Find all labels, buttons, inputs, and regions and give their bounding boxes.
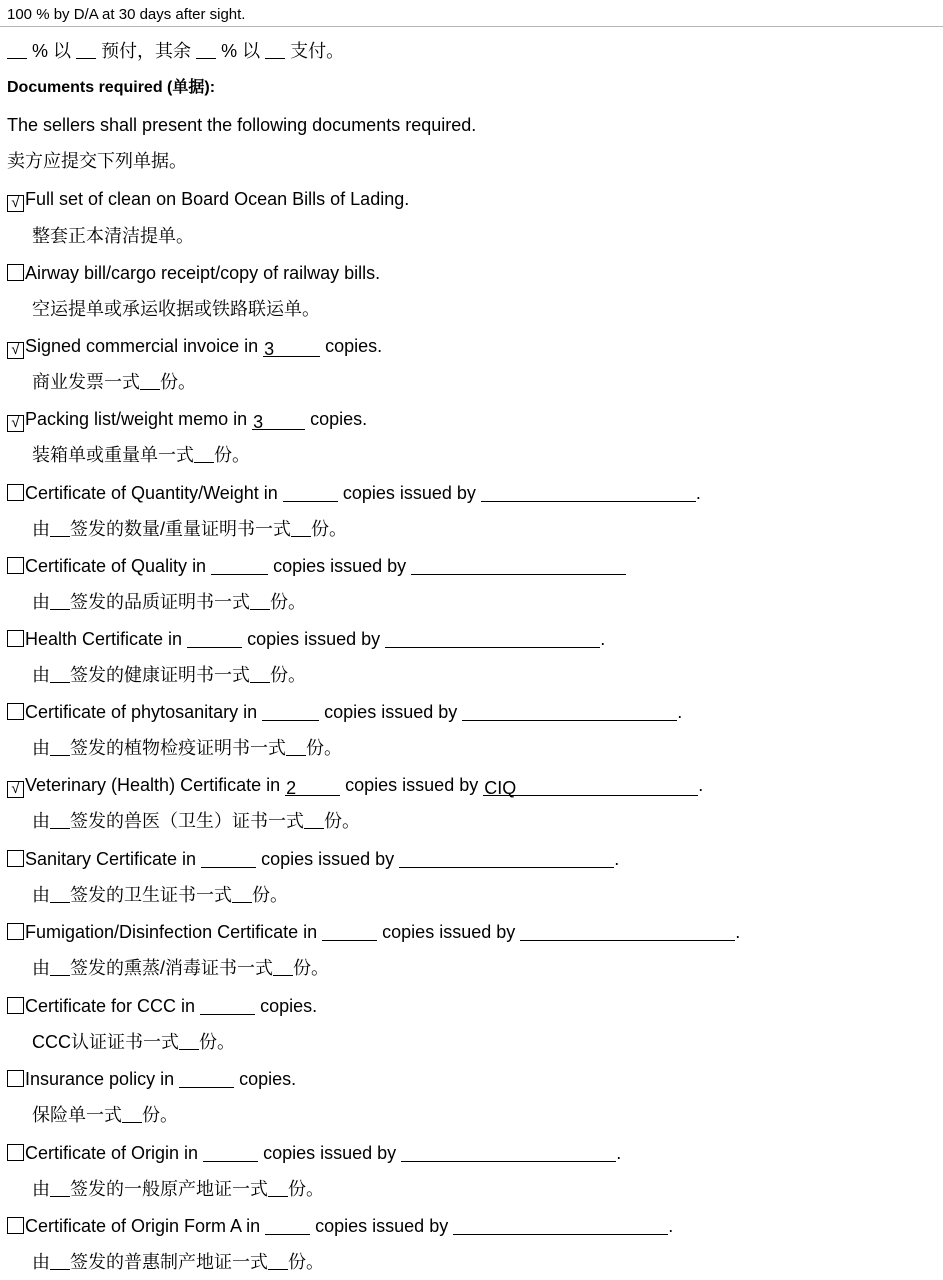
document-item-cn: 由 签发的兽医（卫生）证书一式 份。 xyxy=(32,811,360,831)
issuer-field-cn[interactable] xyxy=(50,666,70,683)
check-mark-icon: √ xyxy=(11,341,20,358)
checkbox[interactable] xyxy=(7,342,24,359)
document-item-cn: 由 签发的品质证明书一式 份。 xyxy=(32,592,306,612)
copies-field-cn[interactable] xyxy=(273,959,293,976)
copies-field-cn[interactable] xyxy=(250,593,270,610)
document-item: Certificate of Origin in copies issued by . xyxy=(7,1142,621,1164)
sellers-statement-cn: 卖方应提交下列单据。 xyxy=(7,151,187,171)
document-item: Sanitary Certificate in copies issued by . xyxy=(7,848,619,870)
copies-field[interactable] xyxy=(179,1069,234,1088)
document-item: Airway bill/cargo receipt/copy of railway bills. xyxy=(7,262,380,284)
issuer-field-cn[interactable] xyxy=(50,520,70,537)
copies-field-cn[interactable] xyxy=(304,812,324,829)
advance-method-field[interactable] xyxy=(76,42,96,59)
issuer-field-cn[interactable] xyxy=(50,1180,70,1197)
copies-field-cn[interactable] xyxy=(250,666,270,683)
copies-field[interactable] xyxy=(203,1143,258,1162)
copies-field-cn[interactable] xyxy=(268,1180,288,1197)
advance-percent-field[interactable] xyxy=(7,42,27,59)
copies-field-cn[interactable] xyxy=(286,739,306,756)
copies-field-cn[interactable] xyxy=(232,886,252,903)
document-item-cn: 由 签发的健康证明书一式 份。 xyxy=(32,665,306,685)
issuer-field-cn[interactable] xyxy=(50,1253,70,1270)
check-mark-icon: √ xyxy=(11,780,20,797)
document-item: Insurance policy in copies. xyxy=(7,1068,296,1090)
checkbox[interactable] xyxy=(7,415,24,432)
copies-field[interactable]: 2 xyxy=(285,777,340,796)
issuer-field[interactable] xyxy=(453,1216,668,1235)
checkbox[interactable] xyxy=(7,195,24,212)
copies-field[interactable] xyxy=(211,556,268,575)
balance-percent-field[interactable] xyxy=(196,42,216,59)
issuer-field-cn[interactable] xyxy=(50,886,70,903)
checkbox[interactable] xyxy=(7,264,24,281)
checkbox[interactable] xyxy=(7,997,24,1014)
document-item: √ Signed commercial invoice in 3 copies. xyxy=(7,335,382,359)
copies-field-cn[interactable] xyxy=(140,373,160,390)
document-item: Certificate of Quality in copies issued by xyxy=(7,555,626,577)
copies-field[interactable]: 3 xyxy=(252,411,305,430)
payment-term-cn: % 以 预付，其余 % 以 支付。 xyxy=(7,40,344,62)
document-item-cn: 由 签发的一般原产地证一式 份。 xyxy=(32,1179,324,1199)
copies-field[interactable] xyxy=(262,702,319,721)
sellers-statement: The sellers shall present the following documents required. xyxy=(7,115,477,135)
copies-field-cn[interactable] xyxy=(291,520,311,537)
document-item: Certificate for CCC in copies. xyxy=(7,995,317,1017)
document-item-cn: 商业发票一式 份。 xyxy=(32,372,196,392)
copies-field[interactable] xyxy=(322,922,377,941)
checkbox[interactable] xyxy=(7,557,24,574)
checkbox[interactable] xyxy=(7,850,24,867)
document-item-cn: 由 签发的普惠制产地证一式 份。 xyxy=(32,1252,324,1272)
copies-field-cn[interactable] xyxy=(122,1106,142,1123)
document-item: √ Packing list/weight memo in 3 copies. xyxy=(7,408,367,432)
checkbox[interactable] xyxy=(7,1217,24,1234)
copies-field-cn[interactable] xyxy=(268,1253,288,1270)
issuer-field[interactable] xyxy=(399,849,614,868)
copies-field[interactable] xyxy=(200,996,255,1015)
issuer-field-cn[interactable] xyxy=(50,812,70,829)
issuer-field[interactable] xyxy=(481,483,696,502)
copies-field-cn[interactable] xyxy=(194,446,214,463)
document-item-cn: 整套正本清洁提单。 xyxy=(32,226,194,246)
document-item-cn: 由 签发的数量/重量证明书一式 份。 xyxy=(32,519,347,539)
checkbox[interactable] xyxy=(7,630,24,647)
checkbox[interactable] xyxy=(7,1070,24,1087)
issuer-field[interactable] xyxy=(385,629,600,648)
copies-field[interactable]: 3 xyxy=(263,338,320,357)
document-item-cn: 保险单一式 份。 xyxy=(32,1105,178,1125)
check-mark-icon: √ xyxy=(11,414,20,431)
document-item: Certificate of Origin Form A in copies issued by . xyxy=(7,1215,673,1237)
copies-field-cn[interactable] xyxy=(179,1033,199,1050)
balance-method-field[interactable] xyxy=(265,42,285,59)
issuer-field-cn[interactable] xyxy=(50,593,70,610)
issuer-field[interactable]: CIQ xyxy=(483,777,698,796)
issuer-field[interactable] xyxy=(401,1143,616,1162)
issuer-field-cn[interactable] xyxy=(50,739,70,756)
document-item-cn: 空运提单或承运收据或铁路联运单。 xyxy=(32,299,320,319)
copies-field[interactable] xyxy=(187,629,242,648)
checkbox[interactable] xyxy=(7,781,24,798)
issuer-field-cn[interactable] xyxy=(50,959,70,976)
document-item-cn: 由 签发的卫生证书一式 份。 xyxy=(32,885,288,905)
document-item-cn: 由 签发的熏蒸/消毒证书一式 份。 xyxy=(32,958,329,978)
issuer-field[interactable] xyxy=(411,556,626,575)
issuer-field[interactable] xyxy=(520,922,735,941)
copies-field[interactable] xyxy=(201,849,256,868)
checkbox[interactable] xyxy=(7,1144,24,1161)
check-mark-icon: √ xyxy=(11,194,20,211)
document-item: √ Full set of clean on Board Ocean Bills of Lading. xyxy=(7,188,409,212)
checkbox[interactable] xyxy=(7,923,24,940)
copies-field[interactable] xyxy=(265,1216,310,1235)
document-item: Health Certificate in copies issued by . xyxy=(7,628,605,650)
checkbox[interactable] xyxy=(7,703,24,720)
copies-field[interactable] xyxy=(283,483,338,502)
document-item: Fumigation/Disinfection Certificate in copies issued by . xyxy=(7,921,740,943)
divider xyxy=(0,26,943,27)
document-item: Certificate of Quantity/Weight in copies issued by . xyxy=(7,482,701,504)
document-item: Certificate of phytosanitary in copies issued by . xyxy=(7,701,682,723)
payment-term: 100 % by D/A at 30 days after sight. xyxy=(7,6,246,23)
document-item-cn: 装箱单或重量单一式 份。 xyxy=(32,445,250,465)
issuer-field[interactable] xyxy=(462,702,677,721)
documents-heading: Documents required (单据): xyxy=(7,79,216,96)
document-item: √ Veterinary (Health) Certificate in 2 copies issued by CIQ . xyxy=(7,774,703,798)
checkbox[interactable] xyxy=(7,484,24,501)
document-item-cn: 由 签发的植物检疫证明书一式 份。 xyxy=(32,738,342,758)
document-item-cn: CCC认证证书一式 份。 xyxy=(32,1032,235,1052)
